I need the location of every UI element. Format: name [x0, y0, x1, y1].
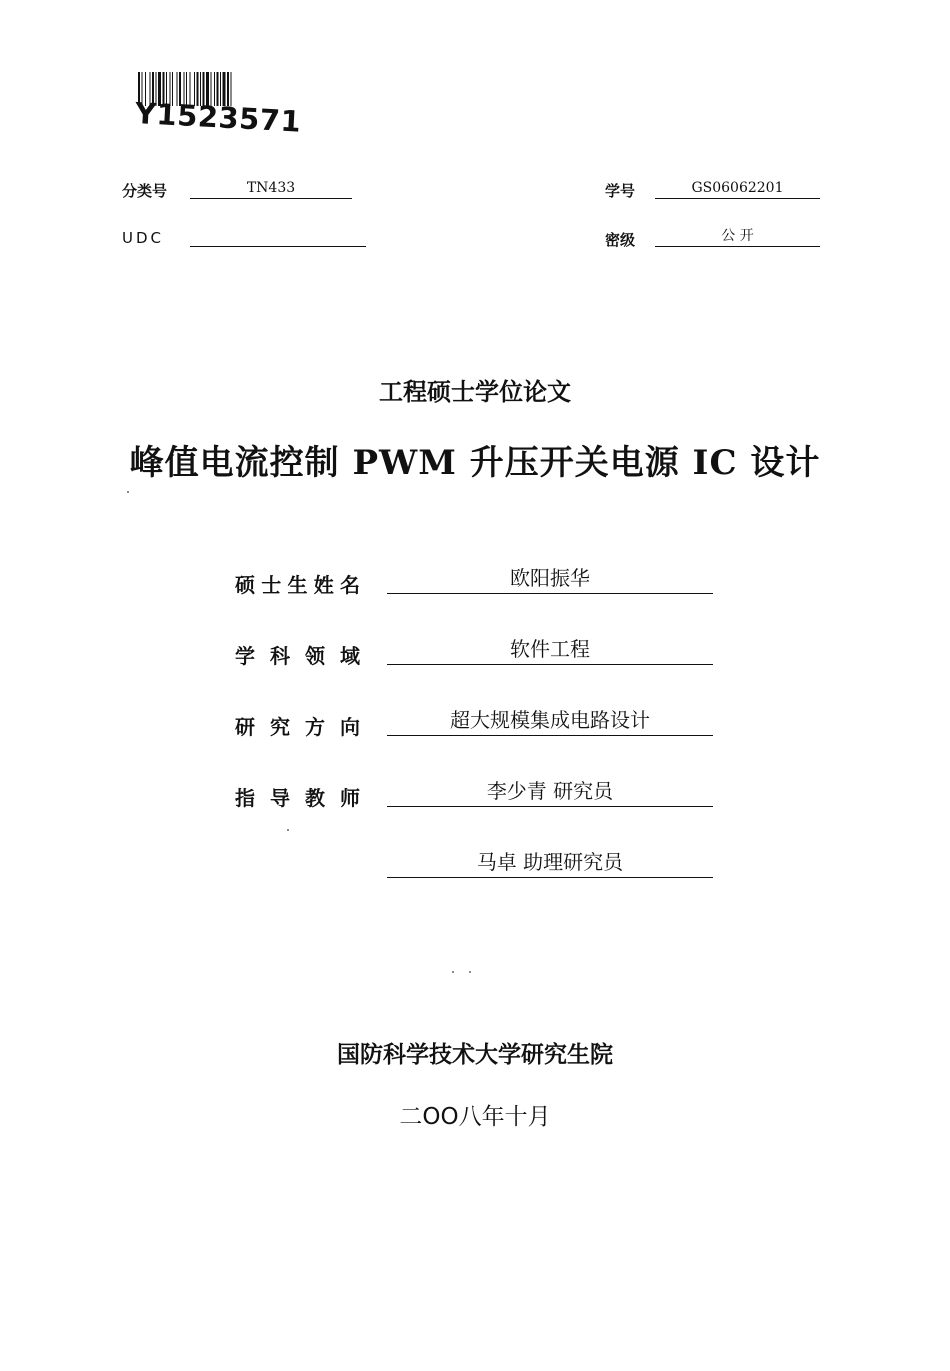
udc-value: [190, 226, 366, 247]
student-id-label: 学号: [605, 182, 636, 200]
advisor-row: [235, 776, 715, 816]
student-name-label: 硕 士 生 姓 名: [235, 573, 360, 597]
scan-speck: [452, 971, 454, 973]
advisor-1-value: 李少青 研究员: [387, 776, 713, 807]
scan-speck: [127, 491, 129, 493]
thesis-type: 工程硕士学位论文: [379, 378, 571, 406]
advisor-2-row: [235, 847, 715, 887]
discipline-label: 学 科 领 域: [235, 644, 360, 668]
thesis-title: 峰值电流控制 PWM 升压开关电源 IC 设计: [129, 443, 821, 483]
advisor-2-value: 马卓 助理研究员: [387, 847, 713, 878]
institution-name: 国防科学技术大学研究生院: [337, 1042, 613, 1068]
classification-label: 分类号: [122, 182, 168, 200]
advisor-label: 指 导 教 师: [235, 786, 360, 810]
discipline-row: [235, 634, 715, 674]
research-label: 研 究 方 向: [235, 715, 360, 739]
student-name-value: 欧阳振华: [387, 563, 713, 594]
scan-speck: [469, 971, 471, 973]
research-row: [235, 705, 715, 745]
secrecy-label: 密级: [605, 231, 636, 249]
classification-value: TN433: [190, 178, 352, 199]
discipline-value: 软件工程: [387, 634, 713, 665]
research-value: 超大规模集成电路设计: [387, 705, 713, 736]
udc-label: UDC: [122, 229, 165, 247]
scan-speck: [287, 829, 289, 831]
barcode-number: Y1523571: [134, 96, 303, 139]
student-id-value: GS06062201: [655, 178, 820, 199]
student-name-row: [235, 563, 715, 603]
secrecy-value: 公 开: [655, 226, 820, 247]
thesis-date: 二OO八年十月: [399, 1104, 551, 1130]
